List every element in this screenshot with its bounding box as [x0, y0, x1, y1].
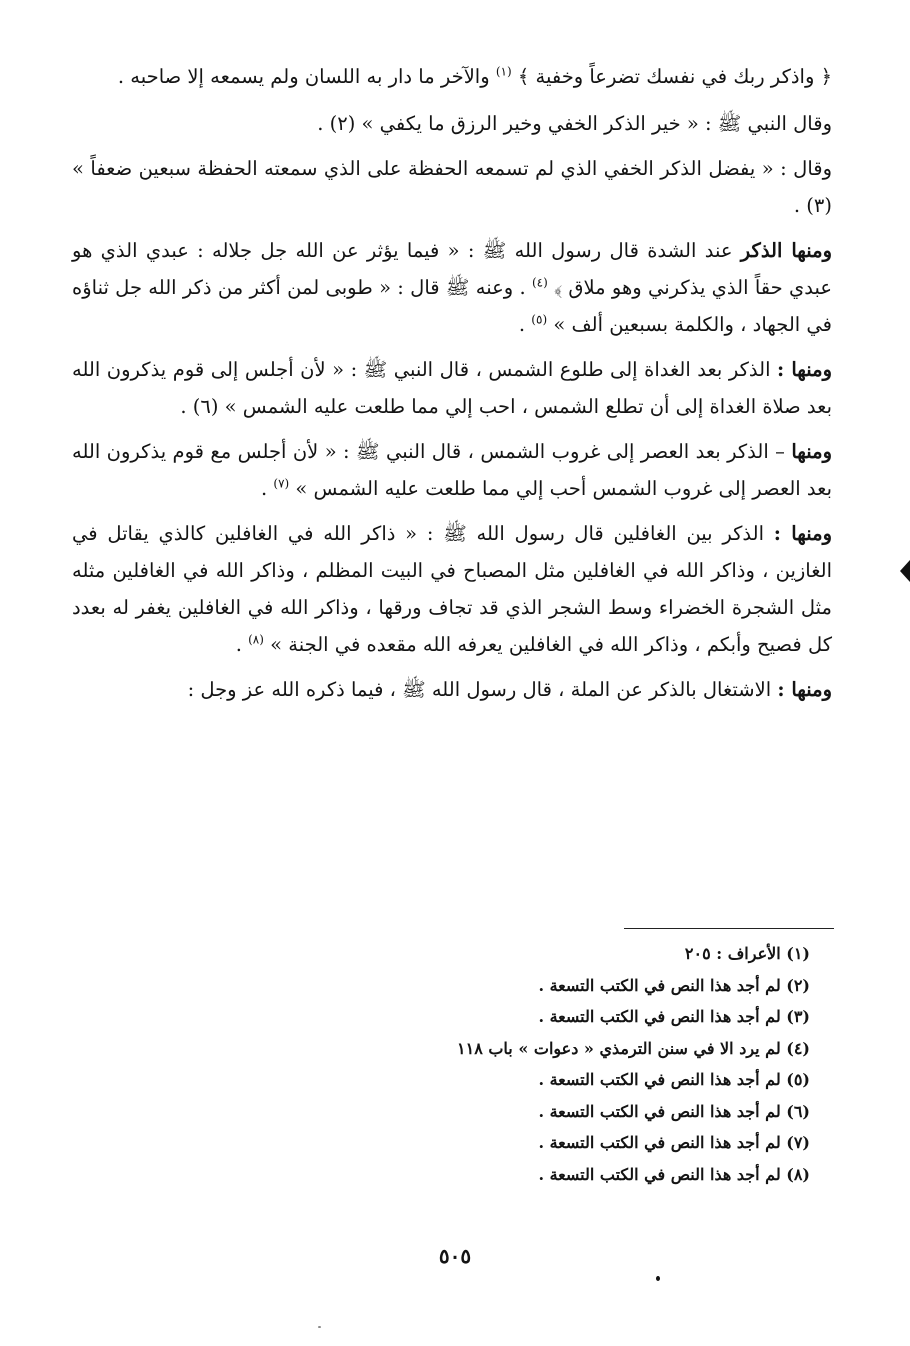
footnote: (٢) لم أجد هذا النص في الكتب التسعة . [538, 975, 810, 995]
footnote-separator [624, 928, 834, 929]
paragraph [72, 515, 832, 663]
paragraph [72, 433, 832, 507]
footnotes [390, 938, 810, 1190]
section-lead: ومنها [791, 440, 832, 463]
section-lead: ومنها : [777, 358, 832, 381]
footnote-ref: (٥) [531, 312, 548, 327]
text-segment: الذكر بين الغافلين قال رسول الله ﷺ : « ذاكر الله في الغافلين كالذي يقاتل في الغازين ، وذاكر الله في الغافلين مثل المصباح في البيت المظلم ، وذاكر الله في الغافلين مثله مثل الشجرة الخضراء وسط الشجر الذي قد تجاف ورقها ، وذاكر الله في الغافلين يغفر له بعدد كل فصيح وأبكم ، وذاكر الله في الغافلين يعرفه الله مقعده في الجنة » [72, 522, 832, 656]
footnote-ref: (٤) [531, 275, 548, 290]
footnote: (٣) لم أجد هذا النص في الكتب التسعة . [538, 1007, 810, 1026]
footnote-ref: (١) [495, 64, 512, 79]
text-segment: ﴿ واذكر ربك في نفسك تضرعاً وخفية ﴾ [511, 65, 832, 88]
paragraph [72, 105, 832, 142]
scan-speck [318, 1326, 321, 1328]
text-segment: – الذكر بعد العصر إلى غروب الشمس ، قال النبي ﷺ : « لأن أجلس مع قوم يذكرون الله بعد العصر إلى غروب الشمس أحب إلي مما طلعت عليه الشمس » [72, 440, 832, 500]
footnote: (٧) لم أجد هذا النص في الكتب التسعة . [538, 1133, 810, 1152]
section-lead: ومنها : [777, 678, 832, 701]
paragraph [72, 232, 832, 343]
footnote: (١) الأعراف : ٢٠٥ [684, 944, 810, 963]
body-text [72, 58, 832, 716]
text-segment: . [260, 477, 274, 500]
text-segment: الذكر بعد الغداة إلى طلوع الشمس ، قال النبي ﷺ : « لأن أجلس إلى قوم يذكرون الله بعد صلاة الغداة إلى أن تطلع الشمس ، احب إلي مما طلعت عليه الشمس » (٦) . [72, 358, 832, 418]
section-lead: ومنها : [773, 522, 832, 545]
text-segment: . [518, 313, 532, 336]
text-segment: وقال : « يفضل الذكر الخفي الذي لم تسمعه الحفظة على الذي سمعته الحفظة سبعين ضعفاً » (٣) . [72, 157, 832, 217]
footnote: (٥) لم أجد هذا النص في الكتب التسعة . [538, 1070, 810, 1089]
paragraph [72, 150, 832, 224]
section-lead: ومنها الذكر [740, 239, 832, 262]
text-segment: . وعنه ﷺ قال : « طوبى لمن أكثر من ذكر الله جل ثناؤه في الجهاد ، والكلمة بسبعين ألف » [72, 276, 832, 336]
scan-edge-mark [900, 560, 910, 582]
footnote: (٦) لم أجد هذا النص في الكتب التسعة . [538, 1101, 810, 1121]
text-segment: عند الشدة قال رسول الله ﷺ : « فيما يؤثر عن الله جل جلاله : عبدي الذي هو عبدي حقاً الذي يذكرني وهو ملاق ﴾ [72, 239, 833, 299]
paragraph [72, 671, 832, 708]
text-segment: والآخر ما دار به اللسان ولم يسمعه إلا صاحبه . [117, 65, 496, 88]
footnote: (٨) لم أجد هذا النص في الكتب التسعة . [538, 1164, 810, 1184]
text-segment: وقال النبي ﷺ : « خير الذكر الخفي وخير الرزق ما يكفي » (٢) . [317, 112, 832, 135]
paragraph [72, 58, 832, 95]
footnote-ref: (٧) [273, 476, 290, 491]
page-number: ٥٠٥ [438, 1244, 472, 1268]
paragraph [72, 351, 832, 425]
text-segment: . [235, 633, 249, 656]
scan-speck [656, 1276, 660, 1281]
text-segment: الاشتغال بالذكر عن الملة ، قال رسول الله ﷺ ، فيما ذكره الله عز وجل : [187, 678, 778, 701]
footnote: (٤) لم يرد الا في سنن الترمذي « دعوات » باب ١١٨ [457, 1038, 810, 1058]
footnote-ref: (٨) [248, 632, 264, 647]
